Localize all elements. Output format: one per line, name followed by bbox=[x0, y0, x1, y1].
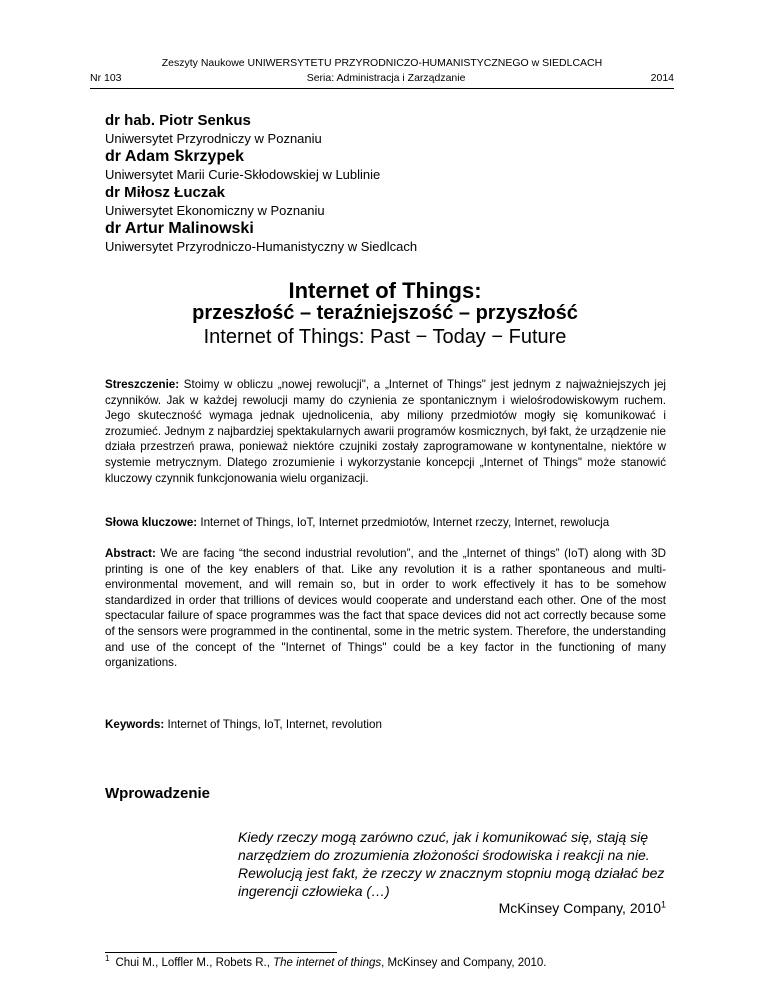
author-list bbox=[105, 112, 665, 256]
author-name: dr Adam Skrzypek bbox=[105, 148, 245, 165]
summary-label: Streszczenie: bbox=[105, 378, 180, 391]
epigraph-source-text: McKinsey Company, 2010 bbox=[498, 900, 661, 916]
author-name: dr hab. Piotr Senkus bbox=[105, 112, 251, 129]
footnote-marker: 1 bbox=[105, 954, 110, 964]
english-keywords-text: Internet of Things, IoT, Internet, revolution bbox=[164, 718, 382, 731]
paper-subtitle: przeszłość – teraźniejszość – przyszłość bbox=[192, 302, 578, 324]
paper-title: Internet of Things: bbox=[288, 278, 482, 303]
footnote-text-after: , McKinsey and Company, 2010. bbox=[381, 957, 547, 969]
author-affiliation: Uniwersytet Ekonomiczny w Poznaniu bbox=[105, 203, 325, 218]
issue-number: Nr 103 bbox=[90, 72, 122, 84]
english-keywords-label: Keywords: bbox=[105, 718, 165, 731]
issue-year: 2014 bbox=[650, 72, 674, 84]
footnote-reference[interactable]: 1 bbox=[660, 899, 666, 910]
epigraph-source bbox=[238, 900, 666, 916]
abstract-label: Abstract: bbox=[105, 547, 156, 560]
footnote-text-before: Chui M., Loffler M., Robets R., bbox=[115, 957, 274, 969]
footnote bbox=[105, 954, 666, 969]
author-affiliation: Uniwersytet Marii Curie-Skłodowskiej w Lublinie bbox=[105, 167, 381, 182]
header-rule bbox=[90, 88, 674, 89]
author-name: dr Artur Malinowski bbox=[105, 220, 254, 237]
abstract-paragraph bbox=[105, 546, 666, 671]
polish-keywords-label: Słowa kluczowe: bbox=[105, 516, 198, 529]
author-name: dr Miłosz Łuczak bbox=[105, 184, 226, 201]
english-keywords bbox=[105, 717, 666, 733]
section-heading: Wprowadzenie bbox=[105, 785, 211, 802]
author-affiliation: Uniwersytet Przyrodniczo-Humanistyczny w Siedlcach bbox=[105, 239, 418, 254]
paper-title-english: Internet of Things: Past − Today − Future bbox=[203, 326, 567, 348]
abstract-text: We are facing “the second industrial revolution”, and the „Internet of things” (IoT) along with 3D printing is one of the key enablers of that. Like any revolution it is a rather spontaneous and multi-environmental movement, and will remain so, but in order to work effectively it has to be somehow standardized in order that trillions of devices would cooperate and understand each other. One of the most spectacular failure of space programmes was the fact that space devices did not act correctly because some of the sensors were programmed in the continental, some in the metric system. Therefore, the understanding and use of the concept of the "Internet of Things" could be a key factor in the functioning of many organizations. bbox=[105, 547, 666, 670]
summary-paragraph bbox=[105, 377, 666, 486]
journal-header: Zeszyty Naukowe UNIWERSYTETU PRZYRODNICZO-HUMANISTYCZNEGO w SIEDLCACH bbox=[161, 57, 603, 69]
series-name: Seria: Administracja i Zarządzanie bbox=[306, 72, 466, 84]
footnote-cited-title: The internet of things bbox=[273, 957, 382, 969]
footnote-rule bbox=[105, 952, 337, 953]
epigraph-quote: Kiedy rzeczy mogą zarówno czuć, jak i komunikować się, stają się narzędziem do zrozumienia złożoności środowiska i reakcji na nie. Rewolucją jest fakt, że rzeczy w znacznym stopniu mogą działać bez ingerencji człowieka (…) bbox=[238, 829, 665, 899]
polish-keywords bbox=[105, 515, 666, 531]
summary-text: Stoimy w obliczu „nowej rewolucji", a „Internet of Things" jest jednym z najważniejszych jej czynników. Jak w każdej rewolucji mamy do czynienia ze spontanicznym i wielośrodowiskowym ruchem. Jego skuteczność wymaga jednak ujednolicenia, aby miliony przedmiotów mogły się komunikować i zrozumieć. Jednym z najbardziej spektakularnych awarii programów kosmicznych, był fakt, że urządzenie nie działa przestrzeń prawa, ponieważ niektóre czujniki zostały zaprogramowane w kontynentalne, niektóre w systemie metrycznym. Dlatego zrozumienie i wykorzystanie koncepcji „Internet of Things" może stanowić kluczowy czynnik funkcjonowania wielu organizacji. bbox=[105, 378, 666, 485]
author-affiliation: Uniwersytet Przyrodniczy w Poznaniu bbox=[105, 131, 322, 146]
issue-line bbox=[90, 72, 674, 84]
polish-keywords-text: Internet of Things, IoT, Internet przedmiotów, Internet rzeczy, Internet, rewolucja bbox=[197, 516, 610, 529]
